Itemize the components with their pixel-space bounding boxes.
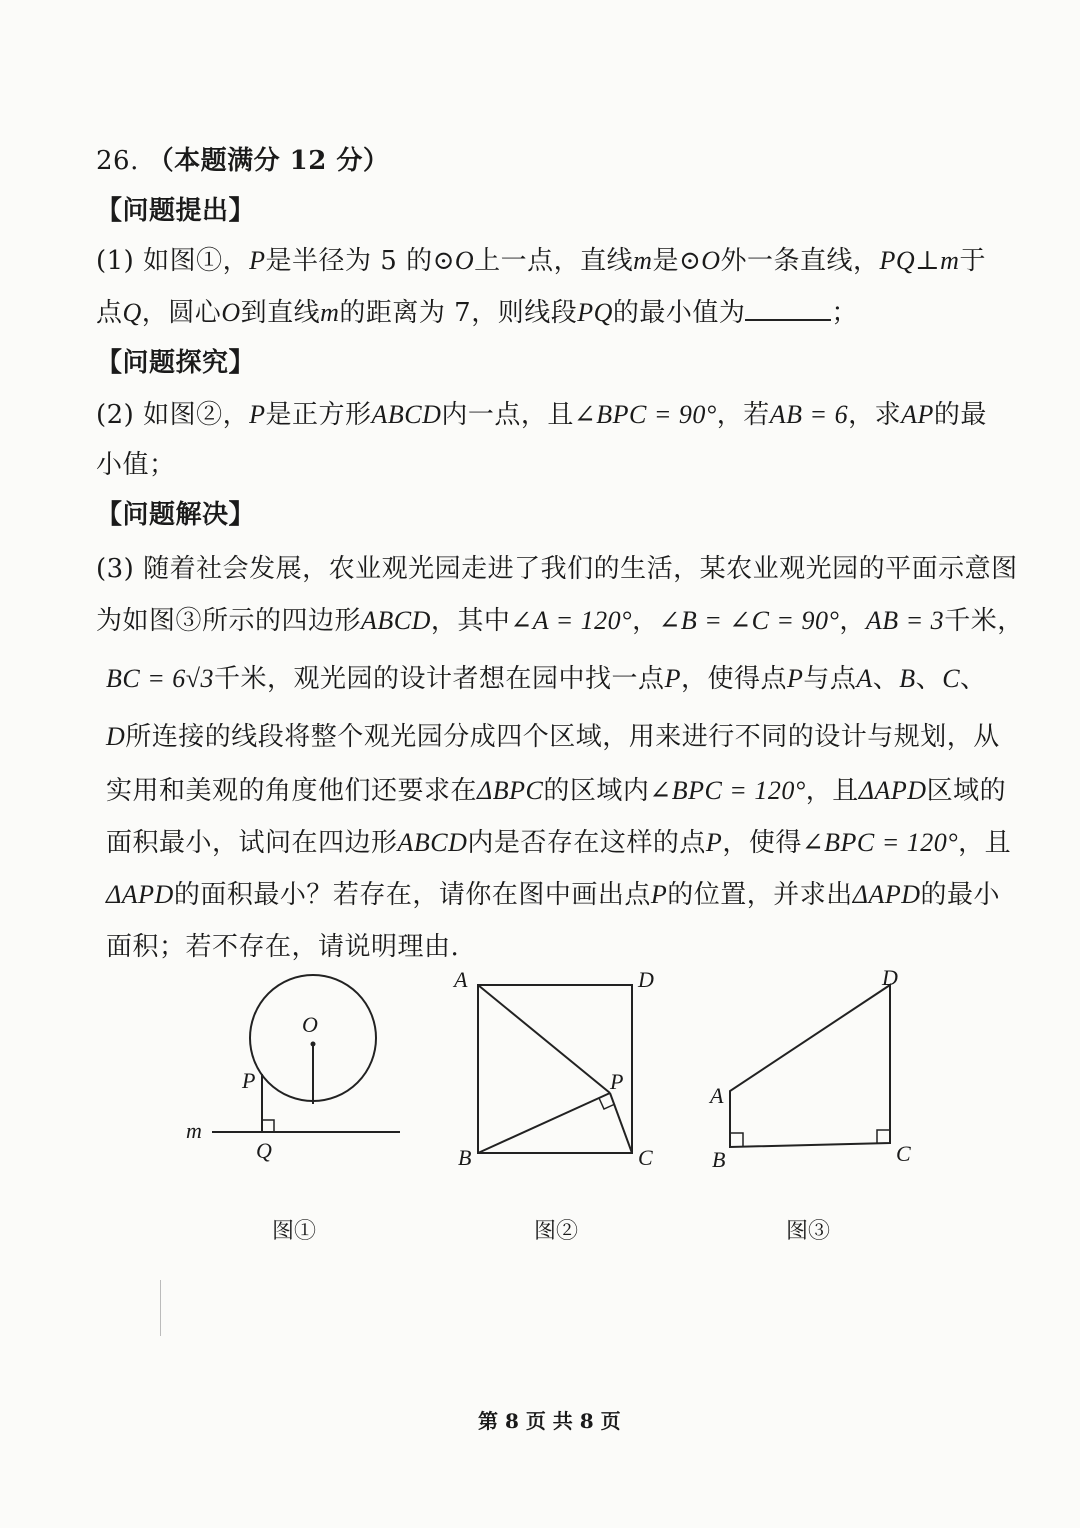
figure-3 [700, 965, 930, 1179]
part3-line5: 实用和美观的角度他们还要求在ΔBPC的区域内∠BPC = 120°，且ΔAPD区域的 [106, 776, 1007, 806]
figure-3-diagram [700, 965, 930, 1175]
right-angle-mark-c [877, 1130, 890, 1143]
label-a: A [454, 967, 468, 992]
figure-2-diagram [450, 965, 670, 1175]
label-b: B [712, 1147, 726, 1172]
question-header [96, 140, 389, 177]
figure-2 [450, 965, 670, 1179]
section-heading-solution: 【问题解决】 [96, 500, 256, 530]
label-m: m [186, 1118, 202, 1143]
right-angle-mark-b [730, 1133, 743, 1147]
part3-line8: 面积；若不存在，请说明理由. [106, 932, 460, 962]
part3-line1: (3) 随着社会发展，农业观光园走进了我们的生活，某农业观光园的平面示意图 [96, 554, 1018, 584]
part1-line1: (1) 如图①，P是半径为 5 的⊙O上一点，直线m是⊙O外一条直线，PQ⊥m于 [96, 246, 986, 276]
label-d: D [638, 967, 654, 992]
label-b: B [458, 1145, 472, 1170]
quadrilateral-abcd [730, 985, 890, 1147]
label-q: Q [256, 1138, 272, 1163]
section-heading-problem-posed: 【问题提出】 [96, 196, 256, 226]
right-angle-mark [262, 1120, 274, 1132]
part3-line4: D所连接的线段将整个观光园分成四个区域，用来进行不同的设计与规划，从 [106, 722, 1000, 752]
label-d: D [882, 965, 898, 990]
part2-line1: (2) 如图②，P是正方形ABCD内一点，且∠BPC = 90°，若AB = 6，求AP的最 [96, 400, 987, 430]
square-abcd [478, 985, 632, 1153]
label-o: O [302, 1012, 318, 1037]
segment-ap [478, 985, 610, 1093]
label-p: P [242, 1068, 256, 1093]
score-note: （本题满分 12 分） [147, 146, 390, 176]
label-p: P [610, 1069, 624, 1094]
label-a: A [710, 1083, 724, 1108]
part3-line7: ΔAPD的面积最小？若存在，请你在图中画出点P的位置，并求出ΔAPD的最小 [106, 880, 1001, 910]
figure-1-diagram [180, 980, 420, 1180]
section-heading-exploration: 【问题探究】 [96, 348, 256, 378]
segment-pc [610, 1093, 632, 1153]
part3-line6: 面积最小，试问在四边形ABCD内是否存在这样的点P，使得∠BPC = 120°，且 [106, 828, 1012, 858]
part2-line2: 小值； [96, 450, 176, 480]
label-c: C [638, 1145, 653, 1170]
figure-1-caption: 图① [272, 1219, 317, 1244]
part1-line2: 点Q，圆心O到直线m的距离为 7，则线段PQ的最小值为 ； [96, 292, 858, 329]
label-c: C [896, 1141, 911, 1166]
part3-line3: BC = 6√3千米，观光园的设计者想在园中找一点P，使得点P与点A、B、C、 [106, 664, 987, 694]
figure-2-caption: 图② [534, 1219, 579, 1244]
page-footer: 第 8 页 共 8 页 [478, 1409, 621, 1433]
figure-3-caption: 图③ [786, 1219, 831, 1244]
question-number: 26. [96, 146, 139, 176]
answer-blank[interactable] [745, 295, 831, 321]
segment-bp [478, 1093, 610, 1153]
part3-line2: 为如图③所示的四边形ABCD，其中∠A = 120°，∠B = ∠C = 90°，AB = 3千米， [96, 606, 1024, 636]
scan-artifact [160, 1280, 161, 1336]
figure-1 [180, 980, 420, 1184]
